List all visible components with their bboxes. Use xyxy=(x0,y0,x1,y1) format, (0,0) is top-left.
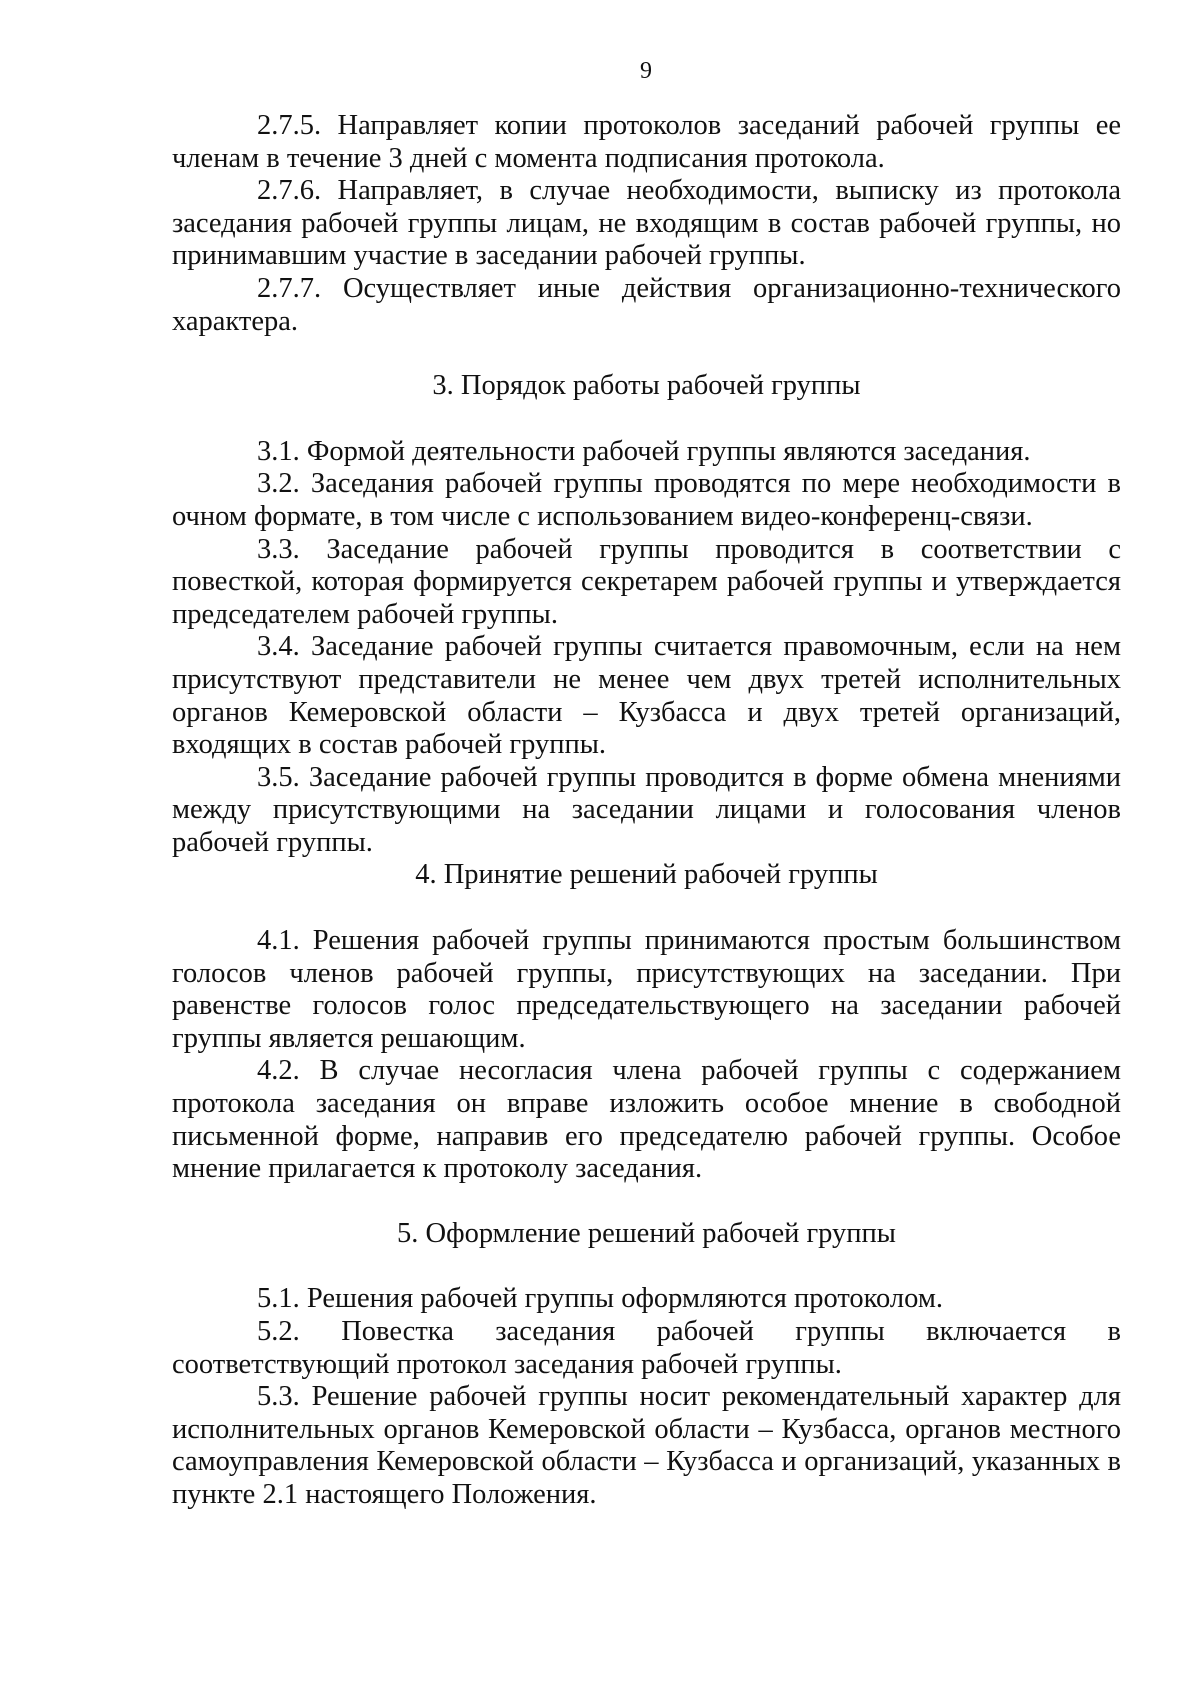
paragraph-3-5: 3.5. Заседание рабочей группы проводится в форме обмена мнениями между присутствующими на заседании лицами и голосования членов рабочей группы. xyxy=(172,761,1121,858)
paragraph-2-7-6: 2.7.6. Направляет, в случае необходимости, выписку из протокола заседания рабочей группы лицам, не входящим в состав рабочей группы, но принимавшим участие в заседании рабочей группы. xyxy=(172,175,1121,272)
paragraph-4-2: 4.2. В случае несогласия члена рабочей группы с содержанием протокола заседания он вправе изложить особое мнение в свободной письменной форме, направив его председателю рабочей группы. Особое мнение прилагается к протоколу заседания. xyxy=(172,1055,1121,1185)
paragraph-3-1: 3.1. Формой деятельности рабочей группы являются заседания. xyxy=(257,435,1031,467)
paragraph-3-4: 3.4. Заседание рабочей группы считается правомочным, если на нем присутствуют представители не менее чем двух третей исполнительных органов Кемеровской области – Кузбасса и двух третей организаций, входящих в состав рабочей группы. xyxy=(172,631,1121,761)
paragraph-3-3: 3.3. Заседание рабочей группы проводится в соответствии с повесткой, которая формируется секретарем рабочей группы и утверждается председателем рабочей группы. xyxy=(172,533,1121,630)
paragraph-4-1: 4.1. Решения рабочей группы принимаются простым большинством голосов членов рабочей группы, присутствующих на заседании. При равенстве голосов голос председательствующего на заседании рабочей группы является решающим. xyxy=(172,925,1121,1054)
section-5-heading: 5. Оформление решений рабочей группы xyxy=(397,1217,896,1249)
paragraph-5-2: 5.2. Повестка заседания рабочей группы включается в соответствующий протокол заседания рабочей группы. xyxy=(172,1316,1121,1380)
page-number: 9 xyxy=(640,58,652,84)
paragraph-2-7-7: 2.7.7. Осуществляет иные действия организационно-технического характера. xyxy=(172,272,1121,337)
section-3-heading: 3. Порядок работы рабочей группы xyxy=(432,370,861,402)
paragraph-2-7-5: 2.7.5. Направляет копии протоколов заседаний рабочей группы ее членам в течение 3 дней с момента подписания протокола. xyxy=(172,110,1121,174)
paragraph-5-1: 5.1. Решения рабочей группы оформляются протоколом. xyxy=(257,1283,944,1315)
document-body xyxy=(172,110,1121,1512)
paragraph-3-2: 3.2. Заседания рабочей группы проводятся по мере необходимости в очном формате, в том числе с использованием видео-конференц-связи. xyxy=(172,468,1121,532)
section-4-heading: 4. Принятие решений рабочей группы xyxy=(415,859,878,891)
paragraph-5-3: 5.3. Решение рабочей группы носит рекомендательный характер для исполнительных органов Кемеровской области – Кузбасса, органов местного самоуправления Кемеровской области – Кузбасса и организаций, указанных в пункте 2.1 настоящего Положения. xyxy=(172,1381,1121,1510)
